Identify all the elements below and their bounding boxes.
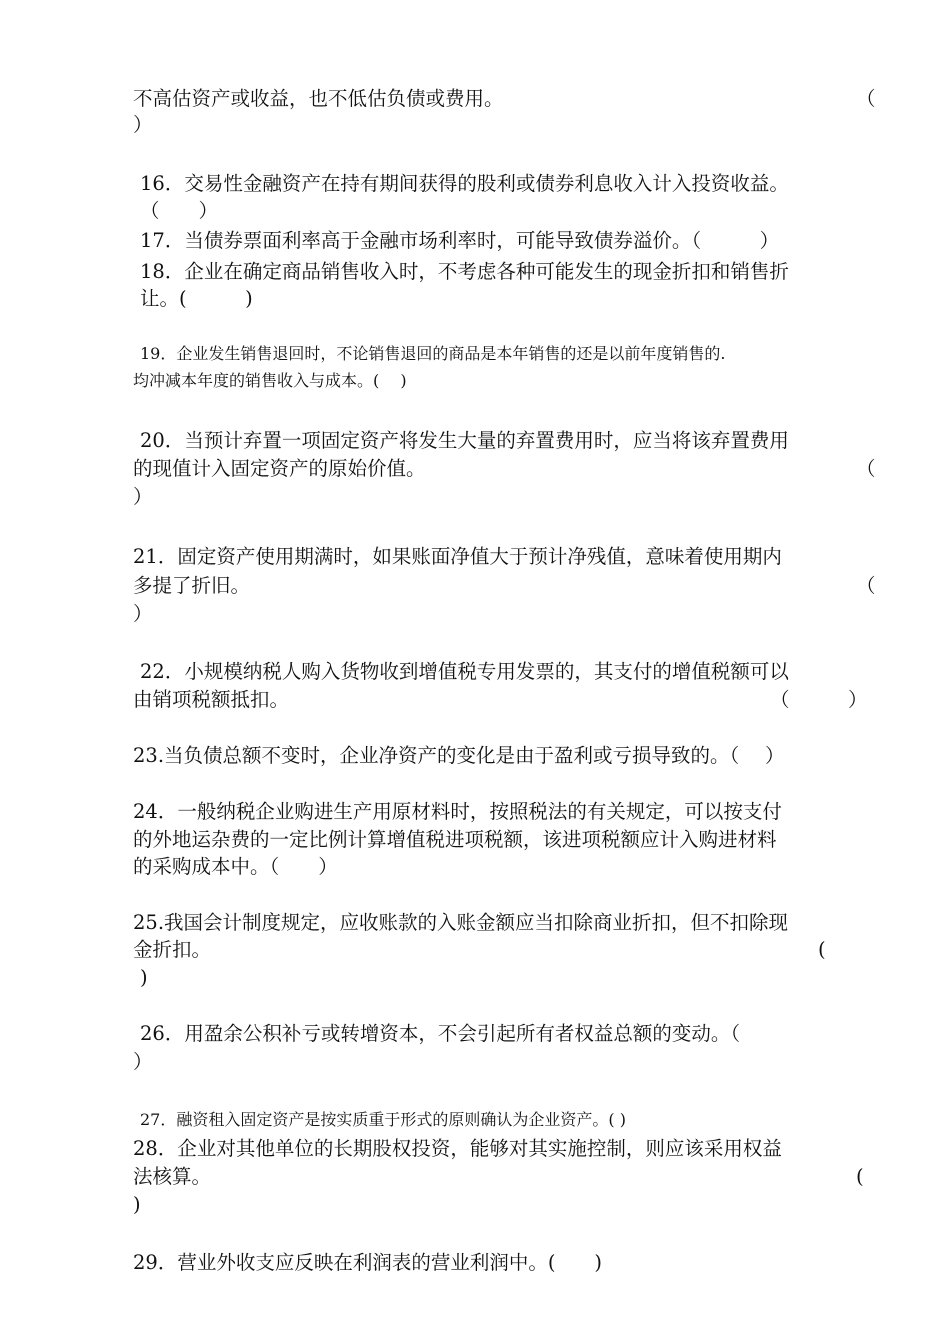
question-28-text-cont: 法核算。 bbox=[133, 1165, 212, 1188]
question-25-paren-open: ( bbox=[818, 938, 826, 961]
question-26-text: 26．用盈余公积补亏或转增资本，不会引起所有者权益总额的变动。（ bbox=[140, 1022, 741, 1045]
question-19-text: 19．企业发生销售退回时，不论销售退回的商品是本年销售的还是以前年度销售的. bbox=[140, 344, 726, 363]
question-19-text-cont: 均冲减本年度的销售收入与成本。( ) bbox=[133, 371, 407, 390]
question-26-paren-close: ） bbox=[133, 1050, 153, 1073]
question-20-text-cont: 的现值计入固定资产的原始价值。 bbox=[133, 457, 426, 480]
question-23-text: 23.当负债总额不变时，企业净资产的变化是由于盈利或亏损导致的。（ ） bbox=[133, 744, 785, 767]
question-24-text-cont2: 的采购成本中。（ ） bbox=[133, 855, 338, 878]
question-27-text: 27．融资租入固定资产是按实质重于形式的原则确认为企业资产。( ) bbox=[140, 1110, 626, 1129]
question-21-text-cont: 多提了折旧。 bbox=[133, 574, 251, 597]
question-18-text: 18．企业在确定商品销售收入时，不考虑各种可能发生的现金折扣和销售折 bbox=[140, 260, 789, 283]
question-16-answer-paren: （ ） bbox=[140, 199, 219, 222]
question-20-text: 20．当预计弃置一项固定资产将发生大量的弃置费用时，应当将该弃置费用 bbox=[140, 429, 789, 452]
question-28-paren-open: ( bbox=[856, 1165, 864, 1188]
question-25-paren-close: ) bbox=[140, 966, 148, 989]
question-25-text-cont: 金折扣。 bbox=[133, 938, 212, 961]
question-24-text-cont: 的外地运杂费的一定比例计算增值税进项税额，该进项税额应计入购进材料 bbox=[133, 828, 777, 851]
question-20-paren-close: ） bbox=[133, 485, 153, 508]
question-22-answer-paren: （ ） bbox=[770, 688, 868, 711]
question-15-text: 不高估资产或收益，也不低估负债或费用。 bbox=[133, 87, 504, 110]
question-24-text: 24．一般纳税企业购进生产用原材料时，按照税法的有关规定，可以按支付 bbox=[133, 800, 782, 823]
question-22-text: 22．小规模纳税人购入货物收到增值税专用发票的，其支付的增值税额可以 bbox=[140, 660, 789, 683]
question-28-paren-close: ) bbox=[133, 1193, 141, 1216]
question-21-paren-close: ） bbox=[133, 602, 153, 625]
question-15-paren-close: ） bbox=[133, 113, 153, 136]
question-28-text: 28．企业对其他单位的长期股权投资，能够对其实施控制，则应该采用权益 bbox=[133, 1137, 782, 1160]
question-17-text: 17．当债券票面利率高于金融市场利率时，可能导致债券溢价。（ ） bbox=[140, 229, 780, 252]
question-15-paren-open: （ bbox=[856, 87, 876, 110]
question-21-text: 21．固定资产使用期满时，如果账面净值大于预计净残值，意味着使用期内 bbox=[133, 545, 782, 568]
question-18-text-cont: 让。( ) bbox=[140, 287, 253, 310]
question-25-text: 25.我国会计制度规定，应收账款的入账金额应当扣除商业折扣，但不扣除现 bbox=[133, 911, 789, 934]
question-29-text: 29．营业外收支应反映在利润表的营业利润中。( ) bbox=[133, 1251, 603, 1274]
question-20-paren-open: （ bbox=[856, 457, 876, 480]
question-16-text: 16．交易性金融资产在持有期间获得的股利或债券利息收入计入投资收益。 bbox=[140, 172, 789, 195]
question-22-text-cont: 由销项税额抵扣。 bbox=[133, 688, 290, 711]
question-21-paren-open: （ bbox=[856, 574, 876, 597]
